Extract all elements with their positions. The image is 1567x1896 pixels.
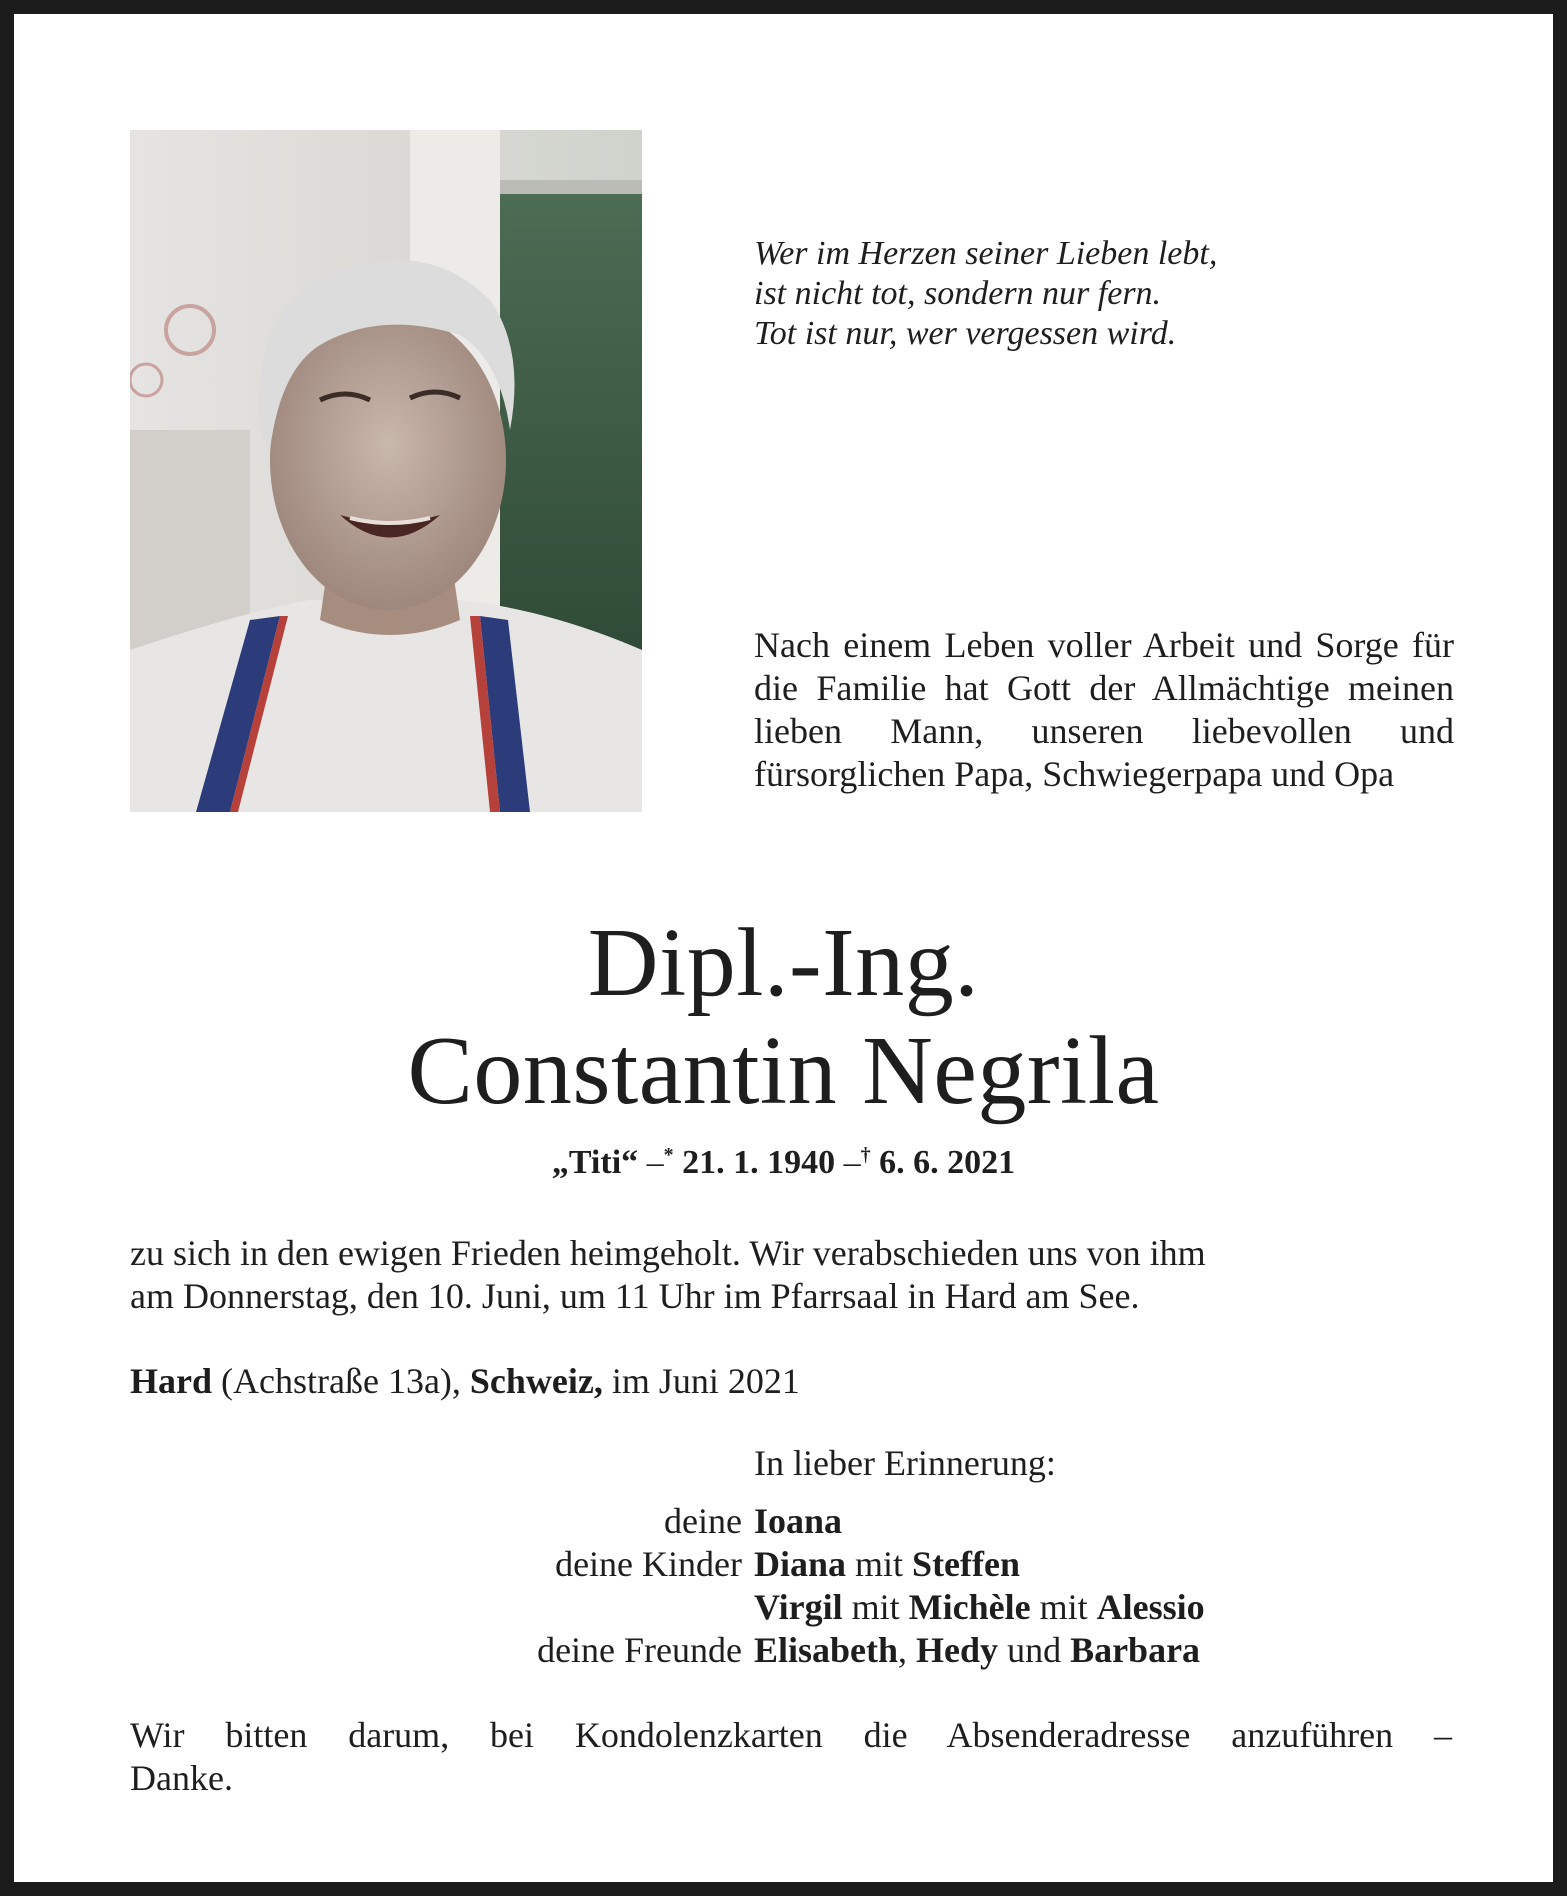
announcement-line: am Donnerstag, den 10. Juni, um 11 Uhr im Pfarrsaal in Hard am See. bbox=[130, 1276, 1140, 1316]
family-row-names bbox=[754, 1629, 1452, 1672]
dash: – bbox=[646, 1144, 664, 1181]
family-member-name: Virgil bbox=[754, 1587, 843, 1627]
birth-symbol: * bbox=[663, 1144, 674, 1166]
family-row-label: deine Freunde bbox=[537, 1630, 742, 1670]
birth-date: 21. 1. 1940 bbox=[682, 1144, 836, 1181]
address: (Achstraße 13a), bbox=[212, 1361, 470, 1401]
family-member-name: Elisabeth bbox=[754, 1630, 899, 1670]
academic-title: Dipl.-Ing. bbox=[587, 909, 980, 1017]
family-row bbox=[130, 1543, 1452, 1586]
life-dates bbox=[14, 1135, 1553, 1183]
family-list bbox=[130, 1500, 1452, 1672]
family-member-name: Michèle bbox=[908, 1587, 1031, 1627]
connector-text: mit bbox=[842, 1587, 909, 1627]
family-row-label: deine Kinder bbox=[555, 1544, 742, 1584]
family-row bbox=[130, 1629, 1452, 1672]
connector-text: mit bbox=[846, 1544, 913, 1584]
country: Schweiz, bbox=[469, 1361, 603, 1401]
death-date: 6. 6. 2021 bbox=[879, 1144, 1016, 1181]
closing-line: Wir bitten darum, bei Kondolenzkarten die Absenderadresse anzuführen – bbox=[130, 1715, 1452, 1755]
nickname: „Titi“ bbox=[551, 1144, 639, 1181]
verse-line: Tot ist nur, wer vergessen wird. bbox=[754, 315, 1177, 352]
deceased-name: Constantin Negrila bbox=[407, 1017, 1160, 1125]
connector-text: , bbox=[898, 1630, 917, 1670]
connector-text: mit bbox=[1030, 1587, 1097, 1627]
announcement-line: zu sich in den ewigen Frieden heimgeholt. Wir verabschieden uns von ihm bbox=[130, 1233, 1206, 1273]
verse-line: Wer im Herzen seiner Lieben lebt, bbox=[754, 235, 1218, 272]
family-member-name: Steffen bbox=[912, 1544, 1021, 1584]
date: im Juni 2021 bbox=[602, 1361, 800, 1401]
family-row-names bbox=[754, 1500, 1452, 1543]
memory-heading: In lieber Erinnerung: bbox=[754, 1443, 1056, 1483]
portrait-image bbox=[130, 130, 642, 812]
announcement bbox=[130, 1232, 1452, 1318]
family-row-names bbox=[754, 1586, 1452, 1629]
family-row bbox=[130, 1500, 1452, 1543]
place-date-line bbox=[130, 1360, 1452, 1403]
dash: – bbox=[843, 1144, 861, 1181]
closing-line: Danke. bbox=[130, 1758, 233, 1798]
verse-line: ist nicht tot, sondern nur fern. bbox=[754, 275, 1162, 312]
deceased-name-block bbox=[14, 909, 1553, 1183]
family-member-name: Ioana bbox=[754, 1501, 843, 1541]
town: Hard bbox=[130, 1361, 213, 1401]
closing-note bbox=[130, 1714, 1452, 1800]
intro-paragraph: Nach einem Leben voller Arbeit und Sorge für die Familie hat Gott der Allmächtige meinen lieben Mann, unseren liebevollen und fürsorglichen Papa, Schwiegerpapa und Opa bbox=[754, 625, 1454, 794]
family-row bbox=[130, 1586, 1452, 1629]
portrait-photo bbox=[130, 130, 642, 812]
family-member-name: Hedy bbox=[916, 1630, 999, 1670]
connector-text: und bbox=[998, 1630, 1071, 1670]
family-row-label bbox=[130, 1586, 754, 1629]
family-member-name: Diana bbox=[754, 1544, 847, 1584]
family-row-label: deine bbox=[664, 1501, 742, 1541]
family-row-names bbox=[754, 1543, 1452, 1586]
death-symbol: † bbox=[860, 1144, 871, 1166]
verse bbox=[754, 234, 1474, 354]
family-member-name: Barbara bbox=[1070, 1630, 1201, 1670]
family-member-name: Alessio bbox=[1096, 1587, 1205, 1627]
